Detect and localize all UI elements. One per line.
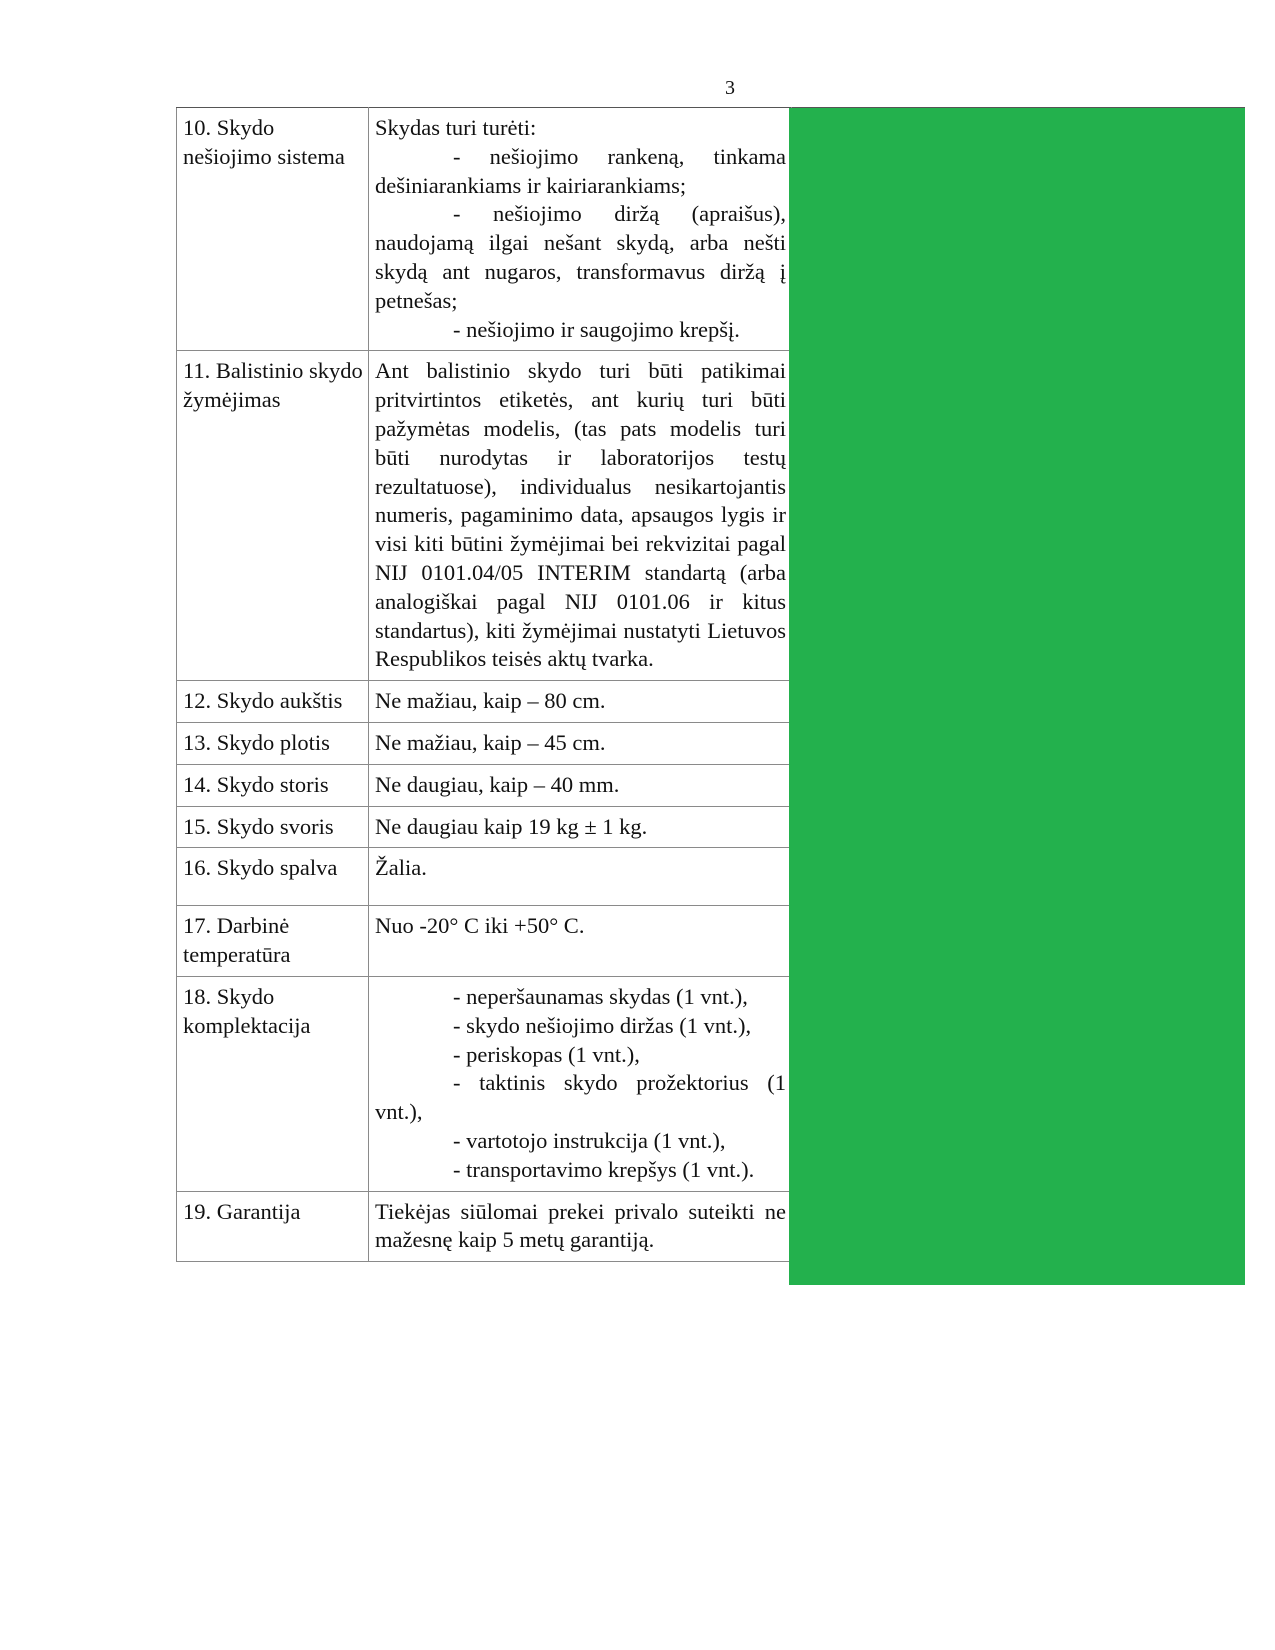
row-label: 19. Garantija bbox=[177, 1191, 369, 1262]
row-label: 18. Skydo komplektacija bbox=[177, 976, 369, 1191]
row-label: 17. Darbinė temperatūra bbox=[177, 906, 369, 977]
value-line: - neperšaunamas skydas (1 vnt.), bbox=[453, 983, 748, 1009]
row-value: Ne daugiau, kaip – 40 mm. bbox=[369, 764, 792, 806]
table-row bbox=[177, 848, 792, 906]
row-value: Žalia. bbox=[369, 848, 792, 906]
value-line: - nešiojimo ir saugojimo krepšį. bbox=[453, 316, 740, 342]
table-row bbox=[177, 681, 792, 723]
row-label: 11. Balistinio skydo žymėjimas bbox=[177, 351, 369, 681]
row-label: 13. Skydo plotis bbox=[177, 722, 369, 764]
row-value bbox=[369, 976, 792, 1191]
row-label: 14. Skydo storis bbox=[177, 764, 369, 806]
table-row bbox=[177, 722, 792, 764]
value-line: - taktinis skydo prožektorius (1 vnt.), bbox=[375, 1070, 786, 1125]
value-line: Skydas turi turėti: bbox=[375, 115, 537, 140]
table-row bbox=[177, 906, 792, 977]
row-label: 16. Skydo spalva bbox=[177, 848, 369, 906]
row-value bbox=[369, 108, 792, 351]
row-label: 10. Skydo nešiojimo sistema bbox=[177, 108, 369, 351]
spec-table bbox=[176, 107, 792, 1262]
row-value: Ne mažiau, kaip – 45 cm. bbox=[369, 722, 792, 764]
row-value: Ne daugiau kaip 19 kg ± 1 kg. bbox=[369, 806, 792, 848]
value-line: - skydo nešiojimo diržas (1 vnt.), bbox=[453, 1012, 752, 1038]
value-line: - vartotojo instrukcija (1 vnt.), bbox=[453, 1127, 726, 1153]
table-row bbox=[177, 1191, 792, 1262]
value-line: - nešiojimo diržą (apraišus), naudojamą ilgai nešant skydą, arba nešti skydą ant nugaros, transformavus diržą į petnešas; bbox=[375, 201, 786, 313]
table-row bbox=[177, 806, 792, 848]
value-line: - periskopas (1 vnt.), bbox=[453, 1041, 640, 1067]
row-value: Ant balistinio skydo turi būti patikimai pritvirtintos etiketės, ant kurių turi būti pažymėtas modelis, (tas pats modelis turi būti nurodytas ir laboratorijos testų rezultatuose), individualus nesikartojantis numeris, pagaminimo data, apsaugos lygis ir visi kiti būtini žymėjimai bei rekvizitai pagal NIJ 0101.04/05 INTERIM standartą (arba analogiškai pagal NIJ 0101.06 ir kitus standartus), kiti žymėjimai nustatyti Lietuvos Respublikos teisės aktų tvarka. bbox=[369, 351, 792, 681]
table-row bbox=[177, 351, 792, 681]
row-value: Nuo -20° C iki +50° C. bbox=[369, 906, 792, 977]
table-row bbox=[177, 764, 792, 806]
value-line: - transportavimo krepšys (1 vnt.). bbox=[453, 1156, 755, 1182]
row-value: Ne mažiau, kaip – 80 cm. bbox=[369, 681, 792, 723]
page-number: 3 bbox=[725, 77, 735, 99]
row-value: Tiekėjas siūlomai prekei privalo suteikti ne mažesnę kaip 5 metų garantiją. bbox=[369, 1191, 792, 1262]
green-redaction-block bbox=[789, 108, 1245, 1285]
row-label: 15. Skydo svoris bbox=[177, 806, 369, 848]
table-row bbox=[177, 108, 792, 351]
table-row bbox=[177, 976, 792, 1191]
row-label: 12. Skydo aukštis bbox=[177, 681, 369, 723]
value-line: - nešiojimo rankeną, tinkama dešiniarankiams ir kairiarankiams; bbox=[375, 143, 786, 198]
